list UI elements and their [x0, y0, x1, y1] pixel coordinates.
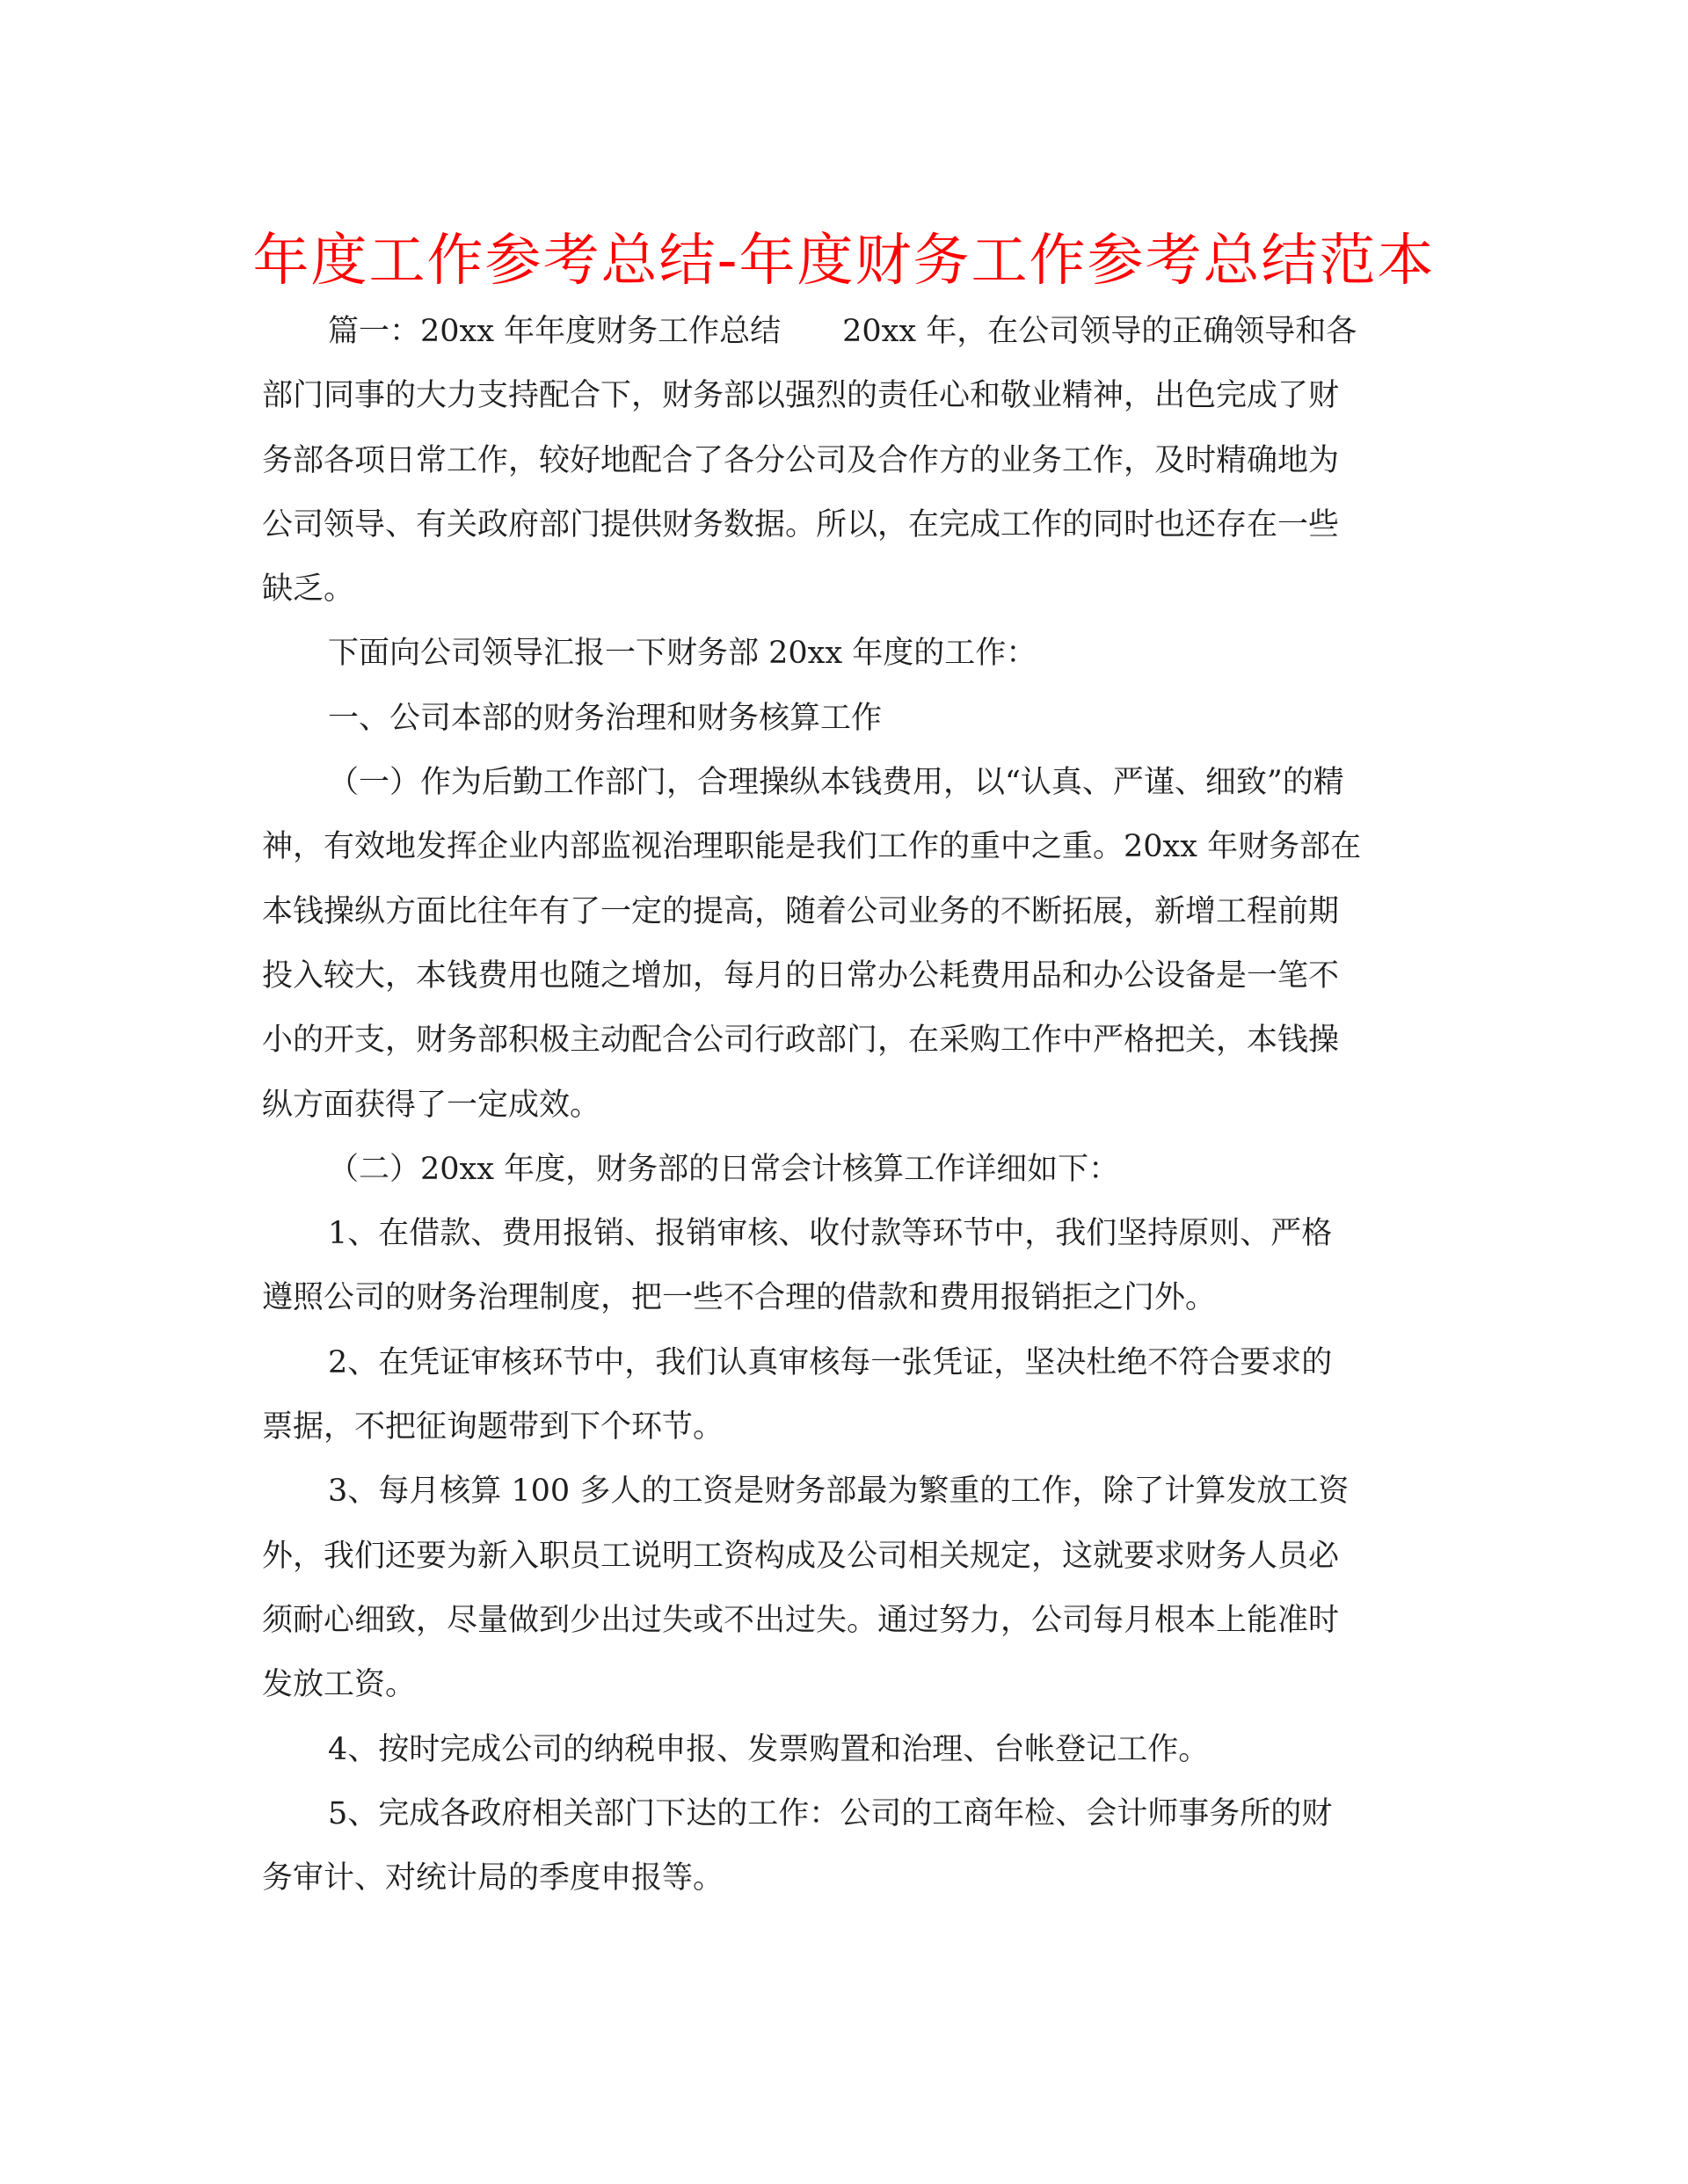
text-line: 缺乏。 [262, 571, 355, 608]
text-line: （二）20xx 年度，财务部的日常会计核算工作详细如下： [328, 1151, 1120, 1187]
text-line: 务部各项日常工作，较好地配合了各分公司及合作方的业务工作，及时精确地为 [262, 442, 1340, 478]
text-line: 票据，不把征询题带到下个环节。 [262, 1409, 724, 1445]
text-line: 4、按时完成公司的纳税申报、发票购置和治理、台帐登记工作。 [328, 1731, 1210, 1767]
text-line: 5、完成各政府相关部门下达的工作：公司的工商年检、会计师事务所的财 [328, 1795, 1333, 1831]
text-line: 投入较大，本钱费用也随之增加，每月的日常办公耗费用品和办公设备是一笔不 [262, 957, 1340, 994]
text-line: 务审计、对统计局的季度申报等。 [262, 1860, 724, 1896]
text-line: 遵照公司的财务治理制度，把一些不合理的借款和费用报销拒之门外。 [262, 1280, 1217, 1316]
section-heading-1 [262, 687, 1431, 751]
text-line: 公司领导、有关政府部门提供财务数据。所以，在完成工作的同时也还存在一些 [262, 506, 1340, 542]
list-item-3 [262, 1460, 1431, 1717]
list-item-5 [262, 1782, 1431, 1911]
text-line: 须耐心细致，尽量做到少出过失或不出过失。通过努力，公司每月根本上能准时 [262, 1602, 1340, 1638]
text-line: 1、在借款、费用报销、报销审核、收付款等环节中，我们坚持原则、严格 [328, 1216, 1333, 1252]
document-body [262, 300, 1431, 1911]
text-line: 本钱操纵方面比往年有了一定的提高，随着公司业务的不断拓展，新增工程前期 [262, 893, 1340, 929]
paragraph-report-intro [262, 622, 1431, 686]
text-line: 部门同事的大力支持配合下，财务部以强烈的责任心和敬业精神，出色完成了财 [262, 378, 1340, 414]
text-line: 一、公司本部的财务治理和财务核算工作 [328, 700, 883, 736]
text-line: 2、在凭证审核环节中，我们认真审核每一张凭证，坚决杜绝不符合要求的 [328, 1344, 1333, 1380]
text-line: 小的开支，财务部积极主动配合公司行政部门，在采购工作中严格把关，本钱操 [262, 1023, 1340, 1059]
paragraph-subsection-2 [262, 1138, 1431, 1202]
text-line: （一）作为后勤工作部门，合理操纵本钱费用，以“认真、严谨、细致”的精 [328, 765, 1344, 801]
text-line: 3、每月核算 100 多人的工资是财务部最为繁重的工作，除了计算发放工资 [328, 1474, 1350, 1510]
text-line: 篇一：20xx 年年度财务工作总结 20xx 年，在公司领导的正确领导和各 [328, 314, 1357, 349]
text-line: 外，我们还要为新入职员工说明工资构成及公司相关规定，这就要求财务人员必 [262, 1538, 1340, 1574]
list-item-2 [262, 1331, 1431, 1460]
document-title: 年度工作参考总结-年度财务工作参考总结范本 [252, 229, 1436, 294]
text-line: 纵方面获得了一定成效。 [262, 1087, 601, 1123]
text-line: 下面向公司领导汇报一下财务部 20xx 年度的工作： [328, 636, 1037, 672]
paragraph-intro [262, 300, 1431, 622]
text-line: 发放工资。 [262, 1667, 417, 1703]
text-line: 神，有效地发挥企业内部监视治理职能是我们工作的重中之重。20xx 年财务部在 [262, 829, 1362, 865]
paragraph-subsection-1 [262, 751, 1431, 1138]
list-item-4 [262, 1718, 1431, 1782]
list-item-1 [262, 1202, 1431, 1331]
